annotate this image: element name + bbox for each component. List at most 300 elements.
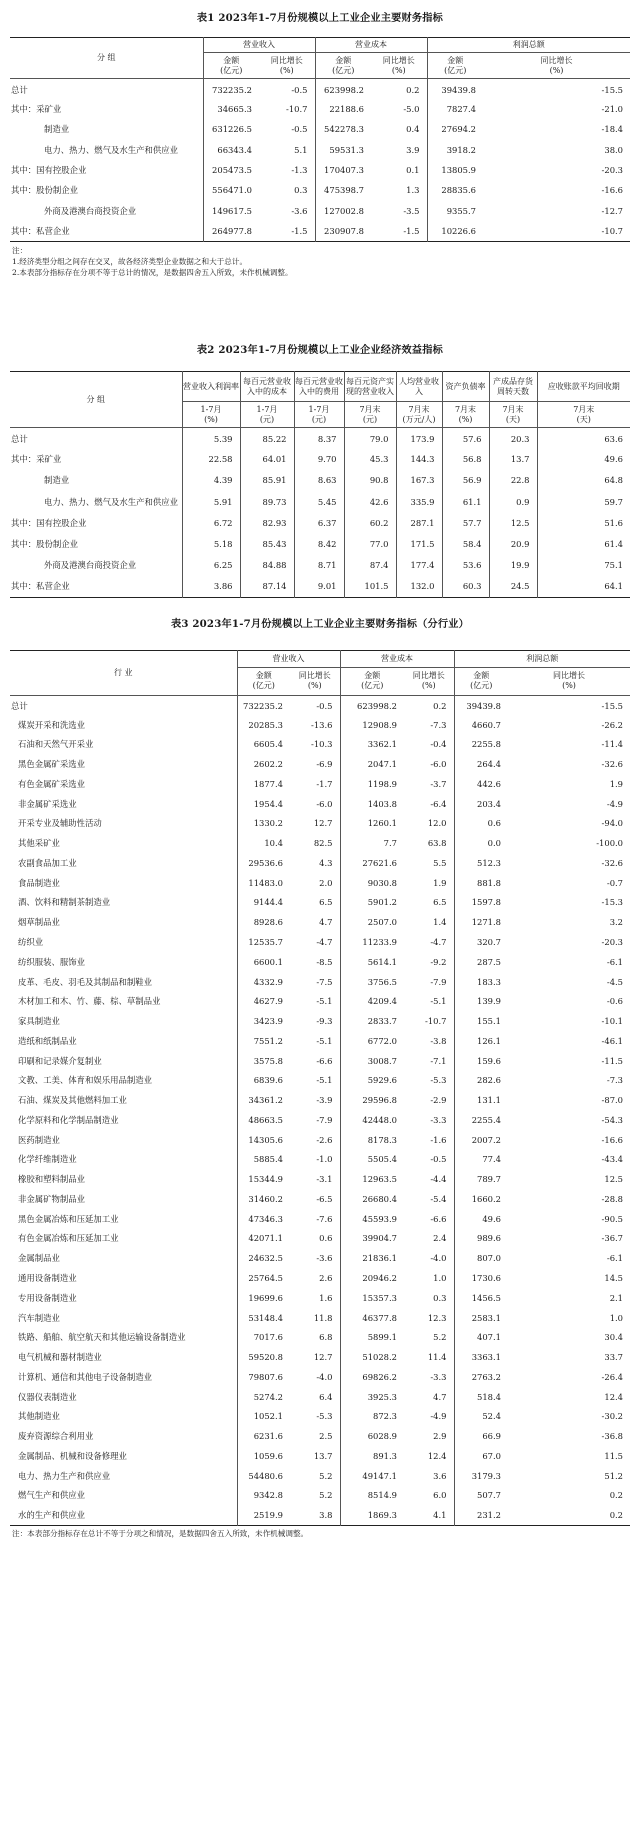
cell-value: 42.6 (344, 491, 396, 512)
table-row (10, 1466, 630, 1486)
cell-value: 12.4 (427, 1450, 447, 1461)
cell-value: -3.3 (430, 1114, 447, 1125)
cell-value: 77.4 (454, 1150, 508, 1170)
cell-value: 51028.2 (340, 1347, 404, 1367)
table1 (10, 37, 630, 242)
cell-value: 66.9 (454, 1426, 508, 1446)
profit-amount-header (454, 667, 508, 695)
cell-value: -43.4 (601, 1154, 624, 1165)
growth-unit: (%) (562, 681, 576, 691)
cell-value: 13.7 (313, 1450, 333, 1461)
metric-header: 应收账款平均回收期 (537, 372, 630, 402)
amount-unit: (亿元) (252, 681, 275, 691)
cell-value: 33.7 (604, 1352, 624, 1363)
cell-value: -7.3 (606, 1075, 624, 1086)
cell-value: 5.18 (182, 534, 240, 555)
cell-value: 60.2 (344, 512, 396, 533)
cell-value: 59531.3 (315, 140, 371, 160)
cell-value: 320.7 (454, 932, 508, 952)
cell-value: -26.4 (601, 1371, 624, 1382)
cell-value: 1660.2 (454, 1189, 508, 1209)
cell-value: -1.5 (403, 225, 420, 236)
cell-value: -54.3 (601, 1114, 624, 1125)
cell-value: 24.5 (489, 576, 537, 597)
row-label: 有色金属矿采选业 (18, 778, 85, 789)
cell-value: 60.3 (442, 576, 489, 597)
cell-value: 12963.5 (340, 1170, 404, 1190)
cell-value: 9144.4 (237, 893, 290, 913)
row-label: 外商及港澳台商投资企业 (44, 560, 137, 571)
row-label: 通用设备制造业 (18, 1273, 77, 1283)
period-label: 1-7月 (308, 405, 330, 415)
cell-value: 77.0 (344, 534, 396, 555)
cell-value: 8.42 (294, 534, 344, 555)
cell-value: 1052.1 (237, 1407, 290, 1427)
cell-value: 56.9 (442, 470, 489, 491)
cell-value: 1.9 (433, 877, 447, 888)
cell-value: 82.5 (313, 838, 333, 849)
row-label: 印刷和记录媒介复制业 (18, 1055, 102, 1066)
cell-value: 127002.8 (315, 201, 371, 221)
cell-value: 15357.3 (340, 1288, 404, 1308)
growth-unit: (%) (307, 681, 322, 691)
table-row (10, 1170, 630, 1190)
cell-value: -12.7 (601, 205, 624, 216)
cell-value: 49.6 (537, 449, 630, 470)
cell-value: 22.8 (489, 470, 537, 491)
metric-header: 每百元营业收入中的费用 (294, 372, 344, 402)
table-row (10, 140, 630, 160)
cell-value: 6.4 (319, 1391, 333, 1402)
row-label: 橡胶和塑料制品业 (18, 1174, 85, 1185)
row-label: 铁路、船舶、航空航天和其他运输设备制造业 (18, 1332, 186, 1343)
row-label: 外商及港澳台商投资企业 (44, 205, 137, 216)
cell-value: 56.8 (442, 449, 489, 470)
row-label: 其中：私营企业 (11, 225, 70, 236)
cell-value: 132.0 (396, 576, 442, 597)
cell-value: -4.9 (430, 1411, 447, 1422)
cell-value: 42448.0 (340, 1110, 404, 1130)
row-label: 其中：国有控股企业 (11, 517, 87, 528)
row-label: 农副食品加工业 (18, 857, 77, 868)
cell-value: -13.6 (311, 719, 333, 730)
cell-value: 0.6 (454, 814, 508, 834)
cell-value: 5505.4 (340, 1150, 404, 1170)
cell-value: 2.4 (433, 1233, 447, 1244)
cell-value: 85.22 (240, 428, 294, 449)
table-row (10, 1051, 630, 1071)
cell-value: 20285.3 (237, 715, 290, 735)
table-row (10, 1268, 630, 1288)
row-label: 金属制品业 (18, 1253, 60, 1264)
cell-value: 183.3 (454, 972, 508, 992)
cell-value: 512.3 (454, 853, 508, 873)
cell-value: 170407.3 (315, 160, 371, 180)
cell-value: -16.6 (601, 1134, 624, 1145)
cell-value: 38.0 (604, 144, 624, 155)
cell-value: 2.6 (319, 1273, 333, 1283)
cell-value: 4.7 (433, 1391, 447, 1402)
table-row (10, 1071, 630, 1091)
cell-value: 27621.6 (340, 853, 404, 873)
cell-value: 87.4 (344, 555, 396, 576)
amount-label: 金额 (223, 55, 240, 65)
cell-value: 87.14 (240, 576, 294, 597)
cell-value: 59520.8 (237, 1347, 290, 1367)
cell-value: -94.0 (601, 818, 624, 829)
metric-period-header (489, 402, 537, 428)
cell-value: 90.8 (344, 470, 396, 491)
cell-value: 7551.2 (237, 1031, 290, 1051)
cell-value: -21.0 (601, 103, 624, 114)
cell-value: 1597.8 (454, 893, 508, 913)
cell-value: 6.5 (433, 897, 447, 908)
cell-value: 4.39 (182, 470, 240, 491)
table-row (10, 428, 630, 449)
cell-value: -18.4 (601, 124, 624, 135)
unit-label: (天) (576, 414, 591, 424)
cell-value: -4.4 (430, 1174, 447, 1185)
cell-value: 3575.8 (237, 1051, 290, 1071)
amount-unit: (亿元) (332, 65, 355, 75)
cell-value: 335.9 (396, 491, 442, 512)
cell-value: 11.4 (427, 1352, 447, 1363)
cell-value: 5.2 (319, 1470, 333, 1481)
cell-value: -10.7 (601, 225, 624, 236)
cell-value: 5901.2 (340, 893, 404, 913)
table-row (10, 201, 630, 221)
cell-value: 19.9 (489, 555, 537, 576)
cell-value: 0.9 (489, 491, 537, 512)
amount-label: 金额 (364, 671, 381, 681)
amount-unit: (亿元) (444, 65, 467, 75)
amount-label: 金额 (255, 671, 272, 681)
revenue-amount-header (237, 667, 290, 695)
col-group-revenue: 营业收入 (203, 38, 315, 53)
growth-unit: (%) (391, 65, 406, 75)
metric-period-header (537, 402, 630, 428)
period-label: 1-7月 (200, 405, 222, 415)
row-label: 总计 (11, 84, 28, 95)
table-row (10, 715, 630, 735)
cell-value: -6.0 (430, 759, 447, 770)
cell-value: -36.7 (601, 1233, 624, 1244)
cell-value: 1271.8 (454, 913, 508, 933)
row-label: 造纸和纸制品业 (18, 1035, 77, 1046)
row-label: 汽车制造业 (18, 1312, 60, 1323)
metric-header: 每百元资产实现的营业收入 (344, 372, 396, 402)
cell-value: 67.0 (454, 1446, 508, 1466)
amount-label: 金额 (335, 55, 352, 65)
metric-period-header (396, 402, 442, 428)
cell-value: 11.8 (313, 1312, 333, 1323)
cell-value: 3.86 (182, 576, 240, 597)
cell-value: 173.9 (396, 428, 442, 449)
cell-value: 807.0 (454, 1249, 508, 1269)
table-row (10, 1031, 630, 1051)
cell-value: 139.9 (454, 992, 508, 1012)
cell-value: 4.1 (433, 1509, 447, 1520)
metric-period-header (294, 402, 344, 428)
table-row (10, 735, 630, 755)
cell-value: 4.7 (319, 917, 333, 928)
cell-value: 2583.1 (454, 1308, 508, 1328)
cell-value: 4627.9 (237, 992, 290, 1012)
row-label: 电力、热力、燃气及水生产和供应业 (44, 496, 178, 507)
group-header: 分 组 (10, 372, 182, 428)
cell-value: 30.4 (604, 1332, 624, 1343)
cell-value: -0.4 (430, 739, 447, 750)
row-label: 总计 (11, 434, 28, 445)
row-label: 烟草制品业 (18, 917, 60, 928)
row-label: 石油和天然气开采业 (18, 739, 94, 750)
table-row (10, 99, 630, 119)
cell-value: 45593.9 (340, 1209, 404, 1229)
row-label: 水的生产和供应业 (18, 1509, 85, 1520)
cell-value: -15.5 (601, 84, 624, 95)
cell-value: 27694.2 (427, 119, 483, 139)
row-label: 化学纤维制造业 (18, 1154, 77, 1165)
cell-value: 5.2 (433, 1332, 447, 1343)
cell-value: 631226.5 (203, 119, 259, 139)
cell-value: -15.3 (601, 897, 624, 908)
cell-value: 2.5 (319, 1431, 333, 1442)
row-label: 有色金属冶炼和压延加工业 (18, 1233, 119, 1244)
cell-value: 84.88 (240, 555, 294, 576)
cell-value: 79807.6 (237, 1367, 290, 1387)
cell-value: 63.6 (537, 428, 630, 449)
cell-value: 10.4 (237, 833, 290, 853)
table-row (10, 180, 630, 200)
cell-value: 82.93 (240, 512, 294, 533)
period-label: 7月末 (573, 405, 595, 415)
period-label: 7月末 (502, 405, 524, 415)
cell-value: -9.3 (316, 1016, 333, 1027)
cell-value: 22188.6 (315, 99, 371, 119)
cell-value: -6.4 (430, 798, 447, 809)
cell-value: -11.4 (601, 739, 624, 750)
cell-value: -5.1 (430, 996, 447, 1007)
cell-value: 3363.1 (454, 1347, 508, 1367)
table-row (10, 1011, 630, 1031)
table-row (10, 1426, 630, 1446)
cell-value: 85.43 (240, 534, 294, 555)
cell-value: -100.0 (596, 838, 624, 849)
cell-value: 6.25 (182, 555, 240, 576)
cell-value: 231.2 (454, 1506, 508, 1526)
row-label: 制造业 (44, 124, 70, 135)
revenue-amount-header (203, 53, 259, 79)
cell-value: 2.0 (319, 877, 333, 888)
row-label: 其中：股份制企业 (11, 185, 78, 196)
cell-value: -15.5 (601, 701, 624, 712)
cell-value: -3.8 (430, 1035, 447, 1046)
cell-value: 287.1 (396, 512, 442, 533)
cell-value: 407.1 (454, 1328, 508, 1348)
cell-value: 12908.9 (340, 715, 404, 735)
cell-value: -6.1 (606, 1253, 624, 1264)
cell-value: 26680.4 (340, 1189, 404, 1209)
cell-value: 31460.2 (237, 1189, 290, 1209)
cell-value: 4660.7 (454, 715, 508, 735)
cell-value: 39439.8 (454, 695, 508, 715)
cell-value: 6.8 (319, 1332, 333, 1343)
cell-value: -6.1 (606, 956, 624, 967)
cell-value: 1877.4 (237, 774, 290, 794)
cell-value: 3.6 (433, 1470, 447, 1481)
cell-value: 1730.6 (454, 1268, 508, 1288)
cell-value: -4.7 (316, 936, 333, 947)
cell-value: 29596.8 (340, 1090, 404, 1110)
table-row (10, 1308, 630, 1328)
cell-value: 22.58 (182, 449, 240, 470)
cell-value: 12.7 (313, 1352, 333, 1363)
cell-value: 2507.0 (340, 913, 404, 933)
cell-value: 51.2 (604, 1470, 624, 1481)
cell-value: 66343.4 (203, 140, 259, 160)
cell-value: 6839.6 (237, 1071, 290, 1091)
table-row (10, 992, 630, 1012)
cell-value: 2047.1 (340, 754, 404, 774)
cell-value: -5.3 (316, 1411, 333, 1422)
row-label: 黑色金属矿采选业 (18, 759, 85, 770)
cell-value: -32.6 (601, 857, 624, 868)
cell-value: -5.4 (430, 1193, 447, 1204)
cell-value: 1.9 (609, 778, 624, 789)
cell-value: 45.3 (344, 449, 396, 470)
cell-value: 3423.9 (237, 1011, 290, 1031)
cell-value: -5.0 (403, 103, 420, 114)
table-row (10, 913, 630, 933)
cell-value: 6.0 (433, 1490, 447, 1501)
cell-value: 3362.1 (340, 735, 404, 755)
table-row (10, 853, 630, 873)
cell-value: -87.0 (601, 1095, 624, 1106)
cell-value: -6.5 (316, 1193, 333, 1204)
row-label: 废弃资源综合利用业 (18, 1431, 94, 1442)
unit-label: (%) (458, 414, 473, 424)
table-row (10, 814, 630, 834)
row-label: 其他采矿业 (18, 838, 60, 849)
cell-value: 57.7 (442, 512, 489, 533)
cell-value: 8.37 (294, 428, 344, 449)
growth-unit: (%) (421, 681, 436, 691)
cell-value: 61.1 (442, 491, 489, 512)
cell-value: 475398.7 (315, 180, 371, 200)
table-row (10, 1110, 630, 1130)
table-row (10, 1506, 630, 1526)
cell-value: -3.6 (316, 1253, 333, 1264)
cell-value: 3.8 (319, 1509, 333, 1520)
cell-value: 69826.2 (340, 1367, 404, 1387)
cell-value: 5929.6 (340, 1071, 404, 1091)
growth-label: 同比增长 (270, 55, 303, 65)
cell-value: 1954.4 (237, 794, 290, 814)
cell-value: -9.2 (430, 956, 447, 967)
cell-value: -5.1 (316, 1075, 333, 1086)
cell-value: -2.9 (430, 1095, 447, 1106)
cell-value: 5274.2 (237, 1387, 290, 1407)
cell-value: -3.9 (316, 1095, 333, 1106)
cell-value: 1.0 (609, 1312, 624, 1323)
cell-value: -0.5 (291, 124, 308, 135)
cell-value: 5.2 (319, 1490, 333, 1501)
cell-value: 2.1 (609, 1292, 624, 1303)
cell-value: 230907.8 (315, 221, 371, 241)
cell-value: 1198.9 (340, 774, 404, 794)
cell-value: 2602.2 (237, 754, 290, 774)
cell-value: 42071.1 (237, 1229, 290, 1249)
cell-value: -5.1 (316, 1035, 333, 1046)
cell-value: -6.0 (316, 798, 333, 809)
row-label: 其中：采矿业 (11, 454, 62, 465)
table-row (10, 1367, 630, 1387)
cell-value: 20.9 (489, 534, 537, 555)
cell-value: 131.1 (454, 1090, 508, 1110)
table-row (10, 119, 630, 139)
cell-value: -4.7 (430, 936, 447, 947)
row-label: 燃气生产和供应业 (18, 1490, 85, 1501)
row-label: 化学原料和化学制品制造业 (18, 1114, 119, 1125)
cell-value: 34665.3 (203, 99, 259, 119)
table-row (10, 1407, 630, 1427)
cell-value: -4.0 (316, 1371, 333, 1382)
growth-label: 同比增长 (412, 671, 445, 681)
cell-value: 6028.9 (340, 1426, 404, 1446)
cell-value: 1869.3 (340, 1506, 404, 1526)
row-label: 煤炭开采和洗选业 (18, 719, 85, 730)
cell-value: 1.3 (406, 185, 420, 196)
cell-value: 2833.7 (340, 1011, 404, 1031)
cell-value: 8928.6 (237, 913, 290, 933)
cell-value: 49147.1 (340, 1466, 404, 1486)
cell-value: 63.8 (427, 838, 447, 849)
metric-header: 每百元营业收入中的成本 (240, 372, 294, 402)
cell-value: 732235.2 (237, 695, 290, 715)
table1-notes (10, 245, 630, 278)
metric-period-header (442, 402, 489, 428)
cell-value: -20.3 (601, 936, 624, 947)
cell-value: 5899.1 (340, 1328, 404, 1348)
cell-value: -0.7 (606, 877, 624, 888)
cell-value: 47346.3 (237, 1209, 290, 1229)
row-label: 电力、热力、燃气及水生产和供应业 (44, 144, 178, 155)
cell-value: 9030.8 (340, 873, 404, 893)
cell-value: 5885.4 (237, 1150, 290, 1170)
table-row (10, 160, 630, 180)
cell-value: -26.2 (601, 719, 624, 730)
table-row (10, 1446, 630, 1466)
cell-value: -28.8 (601, 1193, 624, 1204)
cell-value: 24632.5 (237, 1249, 290, 1269)
cell-value: -7.6 (316, 1213, 333, 1224)
period-label: 7月末 (359, 405, 381, 415)
cell-value: -6.6 (316, 1055, 333, 1066)
cell-value: -1.3 (291, 165, 308, 176)
cell-value: -4.5 (606, 976, 624, 987)
cell-value: 7827.4 (427, 99, 483, 119)
cell-value: -1.5 (291, 225, 308, 236)
growth-label: 同比增长 (553, 671, 585, 681)
cell-value: -0.5 (430, 1154, 447, 1165)
metric-header: 产成品存货周转天数 (489, 372, 537, 402)
table-row (10, 873, 630, 893)
revenue-growth-header (290, 667, 340, 695)
amount-unit: (亿元) (361, 681, 384, 691)
cell-value: 12.3 (427, 1312, 447, 1323)
col-group-profit: 利润总额 (454, 650, 630, 667)
cell-value: -1.6 (430, 1134, 447, 1145)
